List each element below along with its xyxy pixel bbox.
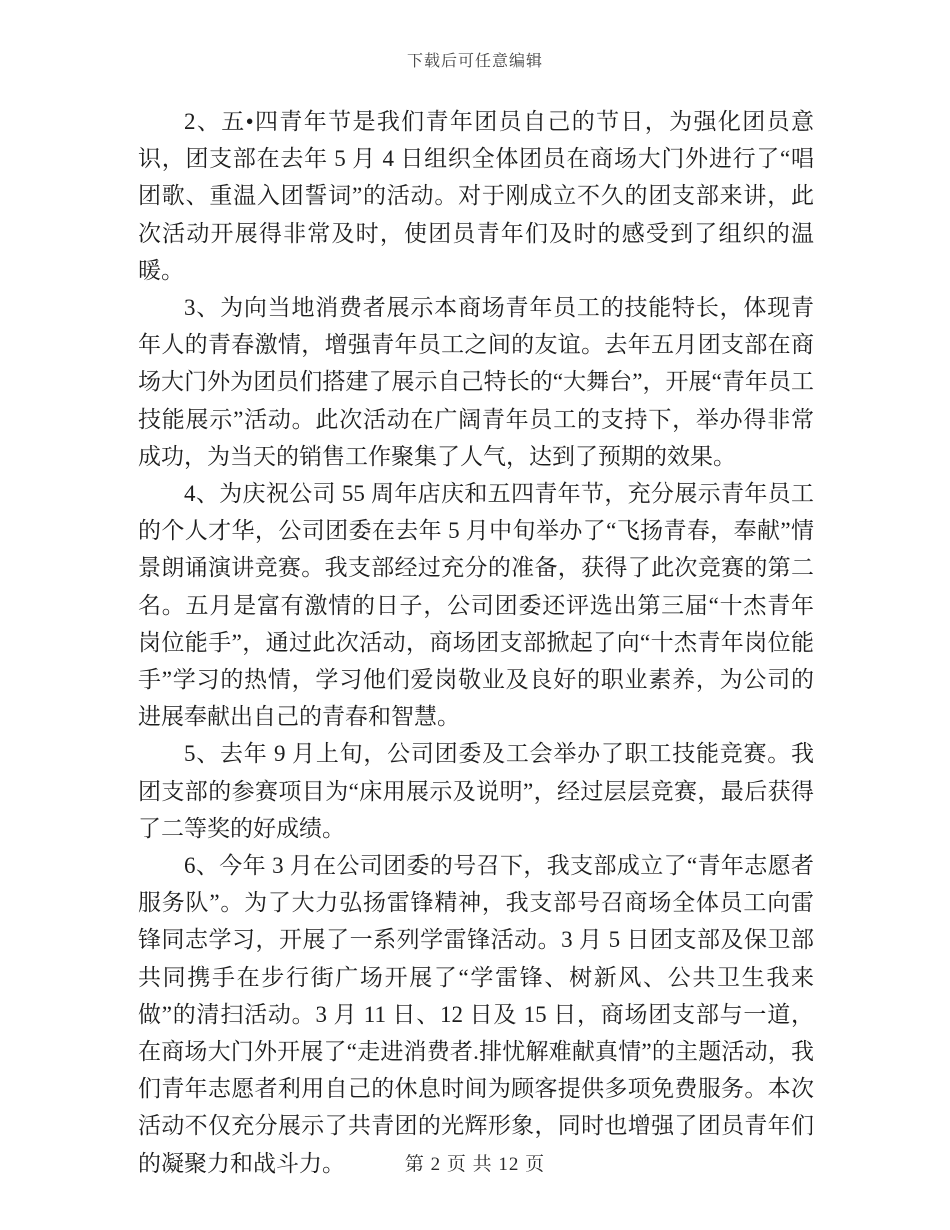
paragraph-item-2: 2、五•四青年节是我们青年团员自己的节日，为强化团员意识，团支部在去年 5 月 4 日组织全体团员在商场大门外进行了“唱团歌、重温入团誓词”的活动。对于刚成立不久的团支部来讲，此次活动开展得非常及时，使团员青年们及时的感受到了组织的温暖。 [138,109,814,283]
document-body [138,103,814,1182]
page-header [0,48,950,71]
paragraph-item-4: 4、为庆祝公司 55 周年店庆和五四青年节，充分展示青年员工的个人才华，公司团委在去年 5 月中旬举办了“飞扬青春，奉献”情景朗诵演讲竞赛。我支部经过充分的准备，获得了此次竞赛的第二名。五月是富有激情的日子，公司团委还评选出第三届“十杰青年岗位能手”，通过此次活动，商场团支部掀起了向“十杰青年岗位能手”学习的热情，学习他们爱岗敬业及良好的职业素养，为公司的进展奉献出自己的青春和智慧。 [138,481,814,730]
paragraph-item-3: 3、为向当地消费者展示本商场青年员工的技能特长，体现青年人的青春激情，增强青年员工之间的友谊。去年五月团支部在商场大门外为团员们搭建了展示自己特长的“大舞台”，开展“青年员工技能展示”活动。此次活动在广阔青年员工的支持下，举办得非常成功，为当天的销售工作聚集了人气，达到了预期的效果。 [138,295,814,469]
header-watermark-text: 下载后可任意编辑 [406,53,543,70]
paragraph-item-6: 6、今年 3 月在公司团委的号召下，我支部成立了“青年志愿者服务队”。为了大力弘扬雷锋精神，我支部号召商场全体员工向雷锋同志学习，开展了一系列学雷锋活动。3 月 5 日团支部及保卫部共同携手在步行街广场开展了“学雷锋、树新风、公共卫生我来做”的清扫活动。3 月 11 日、12 日及 15 日，商场团支部与一道，在商场大门外开展了“走进消费者.排忧解难献真情”的主题活动，我们青年志愿者利用自己的休息时间为顾客提供多项免费服务。本次活动不仅充分展示了共青团的光辉形象，同时也增强了团员青年们的凝聚力和战斗力。 [138,853,814,1176]
paragraph-item-5: 5、去年 9 月上旬，公司团委及工会举办了职工技能竞赛。我团支部的参赛项目为“床用展示及说明”，经过层层竞赛，最后获得了二等奖的好成绩。 [138,741,814,841]
page-footer [0,1149,950,1176]
page-number-text: 第 2 页 共 12 页 [404,1154,546,1175]
